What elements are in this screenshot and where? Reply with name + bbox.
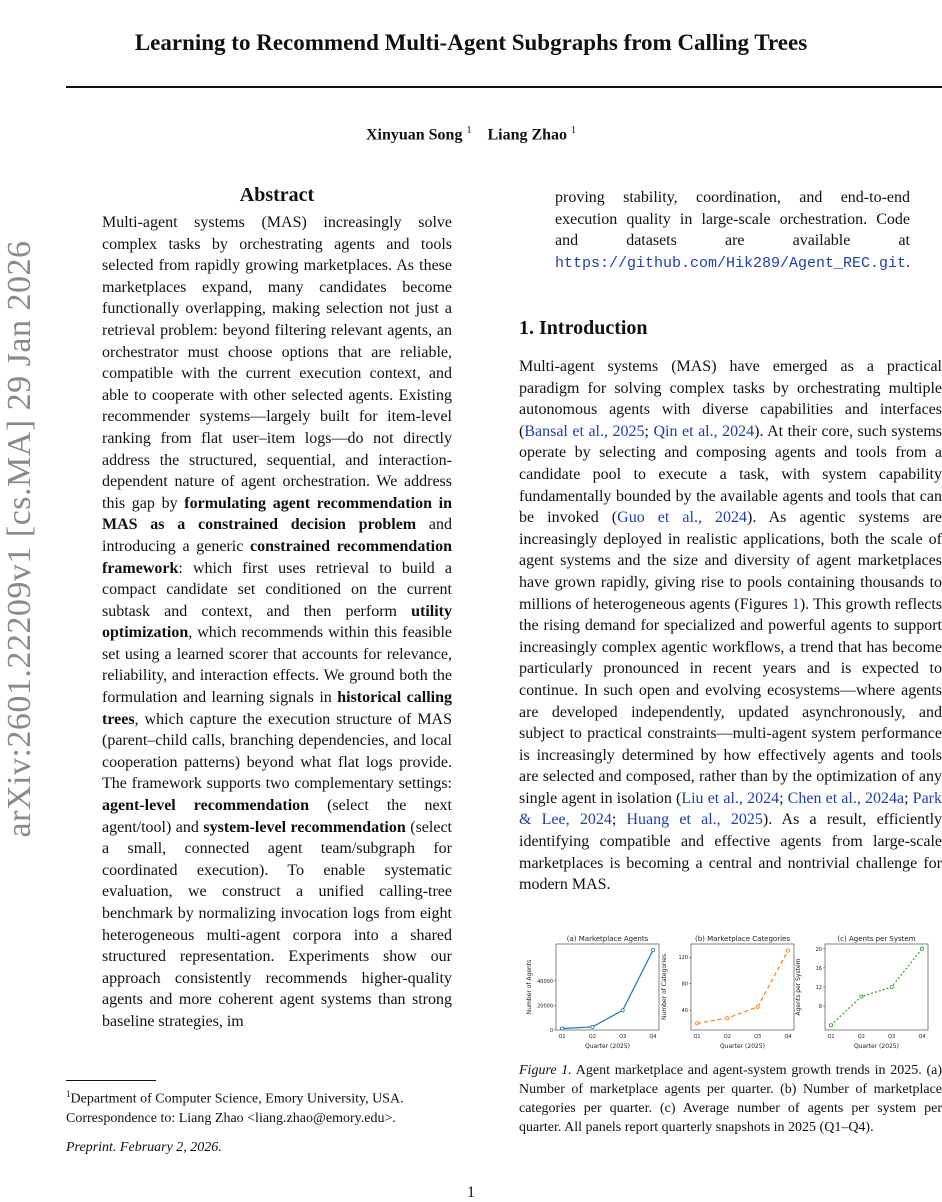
series-line bbox=[831, 949, 922, 1025]
y-tick-label: 40000 bbox=[537, 978, 553, 985]
arxiv-stamp: arXiv:2601.22209v1 [cs.MA] 29 Jan 2026 bbox=[1, 240, 38, 838]
figure-reference-link[interactable]: 1 bbox=[791, 595, 800, 613]
data-point bbox=[920, 947, 923, 950]
x-tick-label: Q1 bbox=[693, 1034, 701, 1040]
citation-link[interactable]: Bansal et al., 2025 bbox=[524, 422, 645, 440]
series-line bbox=[697, 951, 788, 1024]
data-point bbox=[560, 1027, 563, 1030]
page-number: 1 bbox=[467, 1184, 475, 1201]
abstract-heading: Abstract bbox=[239, 184, 315, 206]
footnote-affiliation: Department of Computer Science, Emory University, USA. bbox=[70, 1091, 404, 1107]
y-axis-label: Number of Agents bbox=[526, 959, 533, 1015]
y-tick-label: 120 bbox=[678, 955, 688, 962]
y-tick-label: 8 bbox=[818, 1004, 822, 1011]
abstract-body bbox=[102, 212, 452, 1033]
y-tick-label: 0 bbox=[549, 1028, 553, 1034]
citation-link[interactable]: Guo et al., 2024 bbox=[617, 509, 748, 527]
author-name: Liang Zhao bbox=[487, 126, 568, 144]
data-point bbox=[860, 995, 863, 998]
intro-paragraph: Multi-agent systems (MAS) have emerged as a practical paradigm for solving complex tasks by orchestrating multiple autonomous agents with diverse capabilities and interfaces (Bansal et al., 2025; Qin et al., 2024). At their core, such systems operate by selecting and composing agents and tools from a candidate pool to execute a task, with system capability fundamentally bounded by the available agents and tools that can be invoked (Guo et al., 2024). As agentic systems are increasingly deployed in realistic applications, both the scale of agent systems and the size and diversity of agent marketplaces have grown rapidly, giving rise to pools containing thousands to millions of heterogeneous agents (Figures 1). This growth reflects the rising demand for specialized and powerful agents to support increasingly complex agentic workflows, a trend that has become particularly pronounced in recent years and is expected to continue. In such open and evolving ecosystems—where agents are developed independently, updated asynchronously, and subject to practical constraints—multi-agent system performance is increasingly determined by how effectively agents and tools are selected and composed, rather than by the optimization of any single agent in isolation (Liu et al., 2024; Chen et al., 2024a; Park & Lee, 2024; Huang et al., 2025). As a result, efficiently identifying compatible and effective agents from large-scale marketplaces is becoming a central and nontrivial challenge for modern MAS. bbox=[519, 358, 942, 894]
author-affiliation: 1 bbox=[571, 125, 577, 136]
x-tick-label: Q3 bbox=[754, 1034, 762, 1040]
chart-title: (b) Marketplace Categories bbox=[695, 935, 790, 943]
x-tick-label: Q4 bbox=[784, 1034, 792, 1040]
citation-link[interactable]: Park & Lee, 2024 bbox=[519, 789, 942, 829]
x-axis-label: Quarter (2025) bbox=[719, 1043, 766, 1050]
data-point bbox=[621, 1009, 624, 1012]
x-tick-label: Q3 bbox=[619, 1034, 627, 1040]
y-axis-label: Agents per System bbox=[795, 958, 802, 1016]
figure-caption: Figure 1. Agent marketplace and agent-system growth trends in 2025. (a) Number of marketplace agents per quarter. (b) Number of marketplace categories per quarter. (c) Average number of agents per system per quarter. All panels report quarterly snapshots in 2025 (Q1–Q4). bbox=[519, 1063, 942, 1135]
x-tick-label: Q4 bbox=[649, 1034, 657, 1040]
y-tick-label: 12 bbox=[815, 985, 822, 991]
series-line bbox=[562, 950, 653, 1028]
data-point bbox=[591, 1025, 594, 1028]
x-tick-label: Q2 bbox=[723, 1034, 731, 1040]
data-point bbox=[695, 1022, 698, 1025]
x-axis-label: Quarter (2025) bbox=[584, 1043, 631, 1050]
y-tick-label: 40 bbox=[681, 1008, 688, 1015]
x-tick-label: Q4 bbox=[918, 1034, 926, 1040]
abstract-continuation: proving stability, coordination, and end-to-end execution quality in large-scale orchestration. Code and datasets are available at https://github.com/Hik289/Agent_REC.git. bbox=[555, 189, 911, 272]
chart-title: (a) Marketplace Agents bbox=[566, 935, 649, 943]
chart-frame bbox=[691, 944, 794, 1030]
data-point bbox=[829, 1024, 832, 1027]
author-name: Xinyuan Song bbox=[365, 126, 463, 144]
chart-frame bbox=[556, 944, 659, 1030]
abstract-paragraph: Multi-agent systems (MAS) increasingly solve complex tasks by orchestrating agents and tools selected from rapidly growing marketplaces. As these marketplaces expand, many candidates become functionally overlapping, making selection not just a retrieval problem: beyond filtering relevant agents, an orchestrator must choose options that are reliable, compatible with the current execution context, and able to cooperate with other selected agents. Existing recommender systems—largely built for item-level ranking from flat user–item logs—do not directly address the structured, sequential, and interaction-dependent nature of agent orchestration. We address this gap by formulating agent recommendation in MAS as a constrained decision problem and introducing a generic constrained recommendation framework: which first uses retrieval to build a compact candidate set conditioned on the current subtask and context, and then perform utility optimization, which recommends within this feasible set using a learned scorer that accounts for relevance, reliability, and interaction effects. We ground both the formulation and learning signals in historical calling trees, which capture the execution structure of MAS (parent–child calls, branching dependencies, and local cooperation patterns) beyond what flat logs provide. The framework supports two complementary settings: agent-level recommendation (select the next agent/tool) and system-level recommendation (select a small, connected agent team/subgraph for coordinated execution). To enable systematic evaluation, we construct a unified calling-tree benchmark by normalizing invocation logs from eight heterogeneous multi-agent corpora into a shared structured representation. Experiments show our approach consistently recommends higher-quality agents and more coherent agent systems than strong baseline strategies, im bbox=[102, 214, 453, 1030]
y-tick-label: 80 bbox=[681, 981, 688, 988]
y-axis-label: Number of Categories bbox=[661, 953, 668, 1021]
citation-link[interactable]: Qin et al., 2024 bbox=[653, 422, 755, 440]
data-point bbox=[726, 1016, 729, 1019]
y-tick-label: 20 bbox=[815, 946, 822, 953]
x-axis-label: Quarter (2025) bbox=[853, 1043, 900, 1050]
paper-title: Learning to Recommend Multi-Agent Subgraphs from Calling Trees bbox=[134, 30, 808, 55]
x-tick-label: Q2 bbox=[588, 1034, 596, 1040]
code-link[interactable]: https://github.com/Hik289/Agent_REC.git bbox=[555, 254, 907, 272]
citation-link[interactable]: Chen et al., 2024a bbox=[787, 789, 905, 807]
x-tick-label: Q1 bbox=[558, 1034, 566, 1040]
citation-link[interactable]: Liu et al., 2024 bbox=[681, 789, 780, 807]
title-rule-top bbox=[66, 86, 942, 88]
x-tick-label: Q2 bbox=[857, 1034, 865, 1040]
figure-1-charts bbox=[519, 930, 942, 1055]
author-list bbox=[0, 125, 942, 144]
footnote-correspondence: Correspondence to: Liang Zhao <liang.zhao@emory.edu>. bbox=[66, 1110, 396, 1126]
author-affiliation: 1 bbox=[466, 125, 472, 136]
citation-link[interactable]: Huang et al., 2025 bbox=[626, 811, 763, 829]
x-tick-label: Q1 bbox=[827, 1034, 835, 1040]
data-point bbox=[890, 985, 893, 988]
data-point bbox=[786, 949, 789, 952]
footnote-rule bbox=[66, 1080, 156, 1081]
data-point bbox=[756, 1005, 759, 1008]
data-point bbox=[651, 949, 654, 952]
y-tick-label: 16 bbox=[815, 965, 822, 972]
intro-heading: 1. Introduction bbox=[519, 317, 648, 339]
chart-title: (c) Agents per System bbox=[837, 935, 916, 943]
x-tick-label: Q3 bbox=[888, 1034, 896, 1040]
y-tick-label: 20000 bbox=[537, 1003, 553, 1010]
footnote: $^1$Department of Computer Science, Emory University, USA. Correspondence to: Liang Zhao <liang.zhao@emory.edu>. bbox=[66, 1085, 496, 1128]
preprint-note: Preprint. February 2, 2026. bbox=[66, 1140, 222, 1155]
intro-body bbox=[519, 356, 942, 896]
